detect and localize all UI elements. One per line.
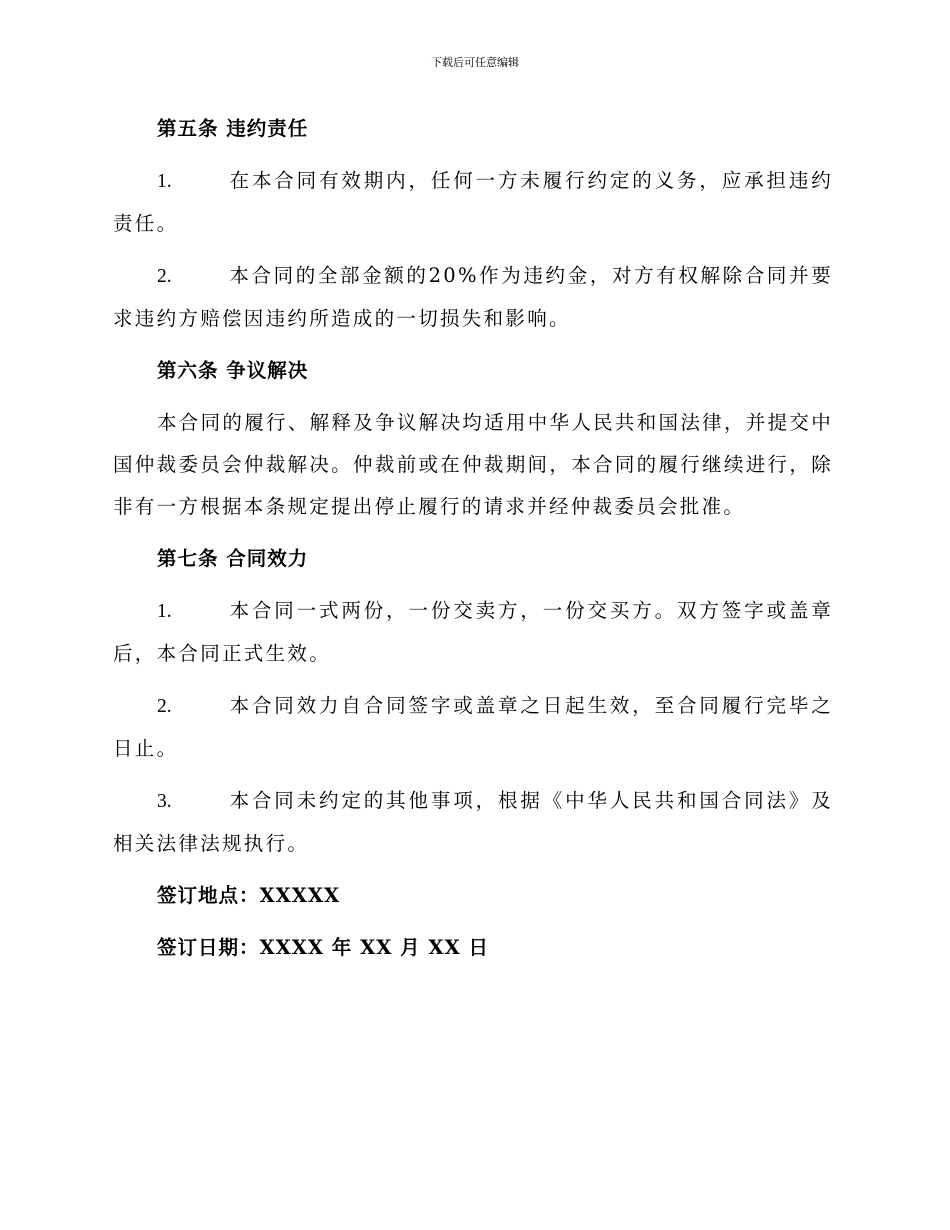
document-body	[113, 108, 833, 979]
item-number: 1.	[157, 601, 172, 622]
item-number: 3.	[157, 791, 172, 812]
signing-place: 签订地点：XXXXX	[157, 884, 341, 907]
article-5-item-2	[113, 255, 833, 340]
item-number: 2.	[157, 696, 172, 717]
item-text: 本合同一式两份，一份交卖方，一份交买方。双方签字或盖章后，本合同正式生效。	[113, 599, 833, 665]
page-header: 下载后可任意编辑	[431, 56, 519, 69]
article-5-item-1	[113, 160, 833, 245]
article-6-title: 第六条 争议解决	[157, 359, 309, 382]
article-7-item-3	[113, 780, 833, 865]
item-text: 本合同的全部金额的20%作为违约金，对方有权解除合同并要求违约方赔偿因违约所造成的一切损失和影响。	[113, 264, 833, 330]
item-text: 本合同效力自合同签字或盖章之日起生效，至合同履行完毕之日止。	[113, 694, 833, 760]
article-7-item-1	[113, 590, 833, 675]
item-number: 2.	[157, 266, 172, 287]
article-7-title: 第七条 合同效力	[157, 547, 309, 570]
article-6-text: 本合同的履行、解释及争议解决均适用中华人民共和国法律，并提交中国仲裁委员会仲裁解决。仲裁前或在仲裁期间，本合同的履行继续进行，除非有一方根据本条规定提出停止履行的请求并经仲裁委员会批准。	[113, 411, 833, 518]
item-text: 在本合同有效期内，任何一方未履行约定的义务，应承担违约责任。	[113, 169, 833, 235]
item-text: 本合同未约定的其他事项，根据《中华人民共和国合同法》及相关法律法规执行。	[113, 789, 833, 855]
signing-date: 签订日期：XXXX 年 XX 月 XX 日	[157, 936, 489, 959]
item-number: 1.	[157, 171, 172, 192]
article-5-title: 第五条 违约责任	[157, 117, 309, 140]
article-7-item-2	[113, 685, 833, 770]
